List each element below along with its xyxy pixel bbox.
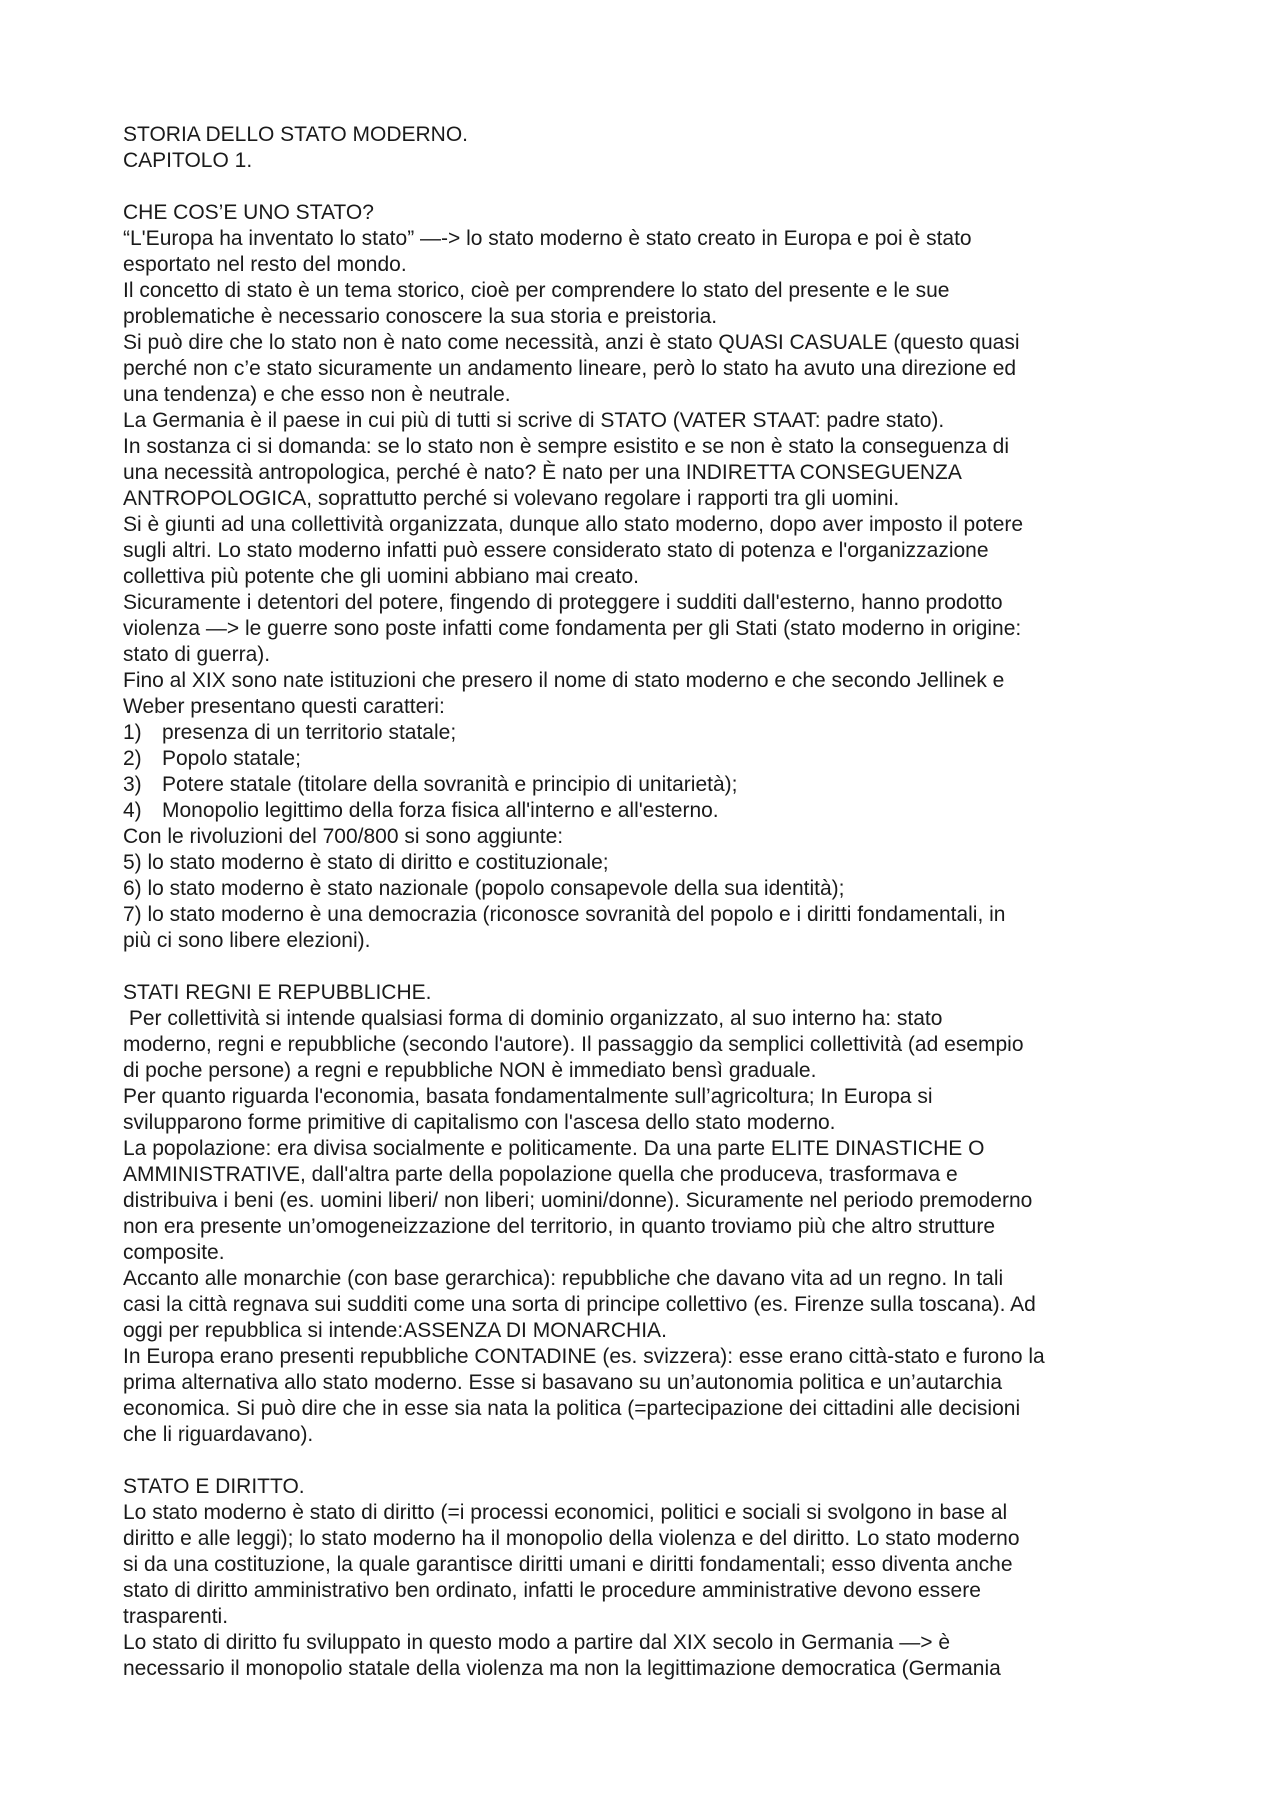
paragraph-line: prima alternativa allo stato moderno. Esse si basavano su un’autonomia politica e un’autarchia (123, 1371, 1003, 1394)
section-heading: STATI REGNI E REPUBBLICHE. (123, 981, 432, 1004)
paragraph-line: AMMINISTRATIVE, dall'altra parte della popolazione quella che produceva, trasformava e (123, 1163, 958, 1186)
paragraph-line: stato di guerra). (123, 643, 271, 666)
paragraph-line: sugli altri. Lo stato moderno infatti può essere considerato stato di potenza e l'organizzazione (123, 539, 989, 562)
section-heading: CHE COS’E UNO STATO? (123, 201, 374, 224)
document-title: STORIA DELLO STATO MODERNO. (123, 123, 469, 146)
chapter-label: CAPITOLO 1. (123, 149, 253, 172)
paragraph-line: moderno, regni e repubbliche (secondo l'autore). Il passaggio da semplici collettività (ad esempio (123, 1033, 1024, 1056)
paragraph-line: Il concetto di stato è un tema storico, cioè per comprendere lo stato del presente e le sue (123, 279, 950, 302)
list-item (123, 772, 1163, 798)
paragraph-line: “L'Europa ha inventato lo stato” —-> lo stato moderno è stato creato in Europa e poi è stato (123, 227, 972, 250)
spacer (123, 954, 1163, 980)
paragraph-line: stato di diritto amministrativo ben ordinato, infatti le procedure amministrative devono essere (123, 1579, 981, 1602)
list-item-number: 2) (123, 747, 142, 770)
paragraph-line: composite. (123, 1241, 225, 1264)
paragraph-line: collettiva più potente che gli uomini abbiano mai creato. (123, 565, 639, 588)
paragraph-line: La popolazione: era divisa socialmente e politicamente. Da una parte ELITE DINASTICHE O (123, 1137, 985, 1160)
paragraph-line: necessario il monopolio statale della violenza ma non la legittimazione democratica (Germania (123, 1657, 1001, 1680)
list-item-text: presenza di un territorio statale; (162, 721, 457, 744)
paragraph-line: Con le rivoluzioni del 700/800 si sono aggiunte: (123, 825, 564, 848)
paragraph-line: Sicuramente i detentori del potere, fingendo di proteggere i sudditi dall'esterno, hanno prodotto (123, 591, 1003, 614)
paragraph-line: diritto e alle leggi); lo stato moderno ha il monopolio della violenza e del diritto. Lo stato moderno (123, 1527, 1020, 1550)
list-item-text: Popolo statale; (162, 747, 301, 770)
paragraph-line: In sostanza ci si domanda: se lo stato non è sempre esistito e se non è stato la conseguenza di (123, 435, 1010, 458)
paragraph-line: perché non c’e stato sicuramente un andamento lineare, però lo stato ha avuto una direzione ed (123, 357, 1017, 380)
paragraph-line: casi la città regnava sui sudditi come una sorta di principe collettivo (es. Firenze sulla toscana). Ad (123, 1293, 1036, 1316)
paragraph-line: non era presente un’omogeneizzazione del territorio, in quanto troviamo più che altro strutture (123, 1215, 996, 1238)
paragraph-line: Si può dire che lo stato non è nato come necessità, anzi è stato QUASI CASUALE (questo quasi (123, 331, 1020, 354)
paragraph-line: esportato nel resto del mondo. (123, 253, 407, 276)
paragraph-line: 7) lo stato moderno è una democrazia (riconosce sovranità del popolo e i diritti fondamentali, in (123, 903, 1006, 926)
paragraph-line: svilupparono forme primitive di capitalismo con l'ascesa dello stato moderno. (123, 1111, 836, 1134)
paragraph-line: Fino al XIX sono nate istituzioni che presero il nome di stato moderno e che secondo Jellinek e (123, 669, 1005, 692)
section-heading: STATO E DIRITTO. (123, 1475, 305, 1498)
paragraph-line: distribuiva i beni (es. uomini liberi/ non liberi; uomini/donne). Sicuramente nel periodo premoderno (123, 1189, 1033, 1212)
list-item-number: 4) (123, 799, 142, 822)
paragraph-line: La Germania è il paese in cui più di tutti si scrive di STATO (VATER STAAT: padre stato). (123, 409, 945, 432)
list-item-number: 1) (123, 721, 142, 744)
paragraph-line: problematiche è necessario conoscere la sua storia e preistoria. (123, 305, 718, 328)
paragraph-line: Per quanto riguarda l'economia, basata fondamentalmente sull’agricoltura; In Europa si (123, 1085, 933, 1108)
list-item-number: 3) (123, 773, 142, 796)
list-item (123, 720, 1163, 746)
paragraph-line: Accanto alle monarchie (con base gerarchica): repubbliche che davano vita ad un regno. In tali (123, 1267, 1004, 1290)
paragraph-line: violenza —> le guerre sono poste infatti come fondamenta per gli Stati (stato moderno in origine: (123, 617, 1022, 640)
paragraph-line: una tendenza) e che esso non è neutrale. (123, 383, 511, 406)
spacer (123, 1448, 1163, 1474)
paragraph-line: che li riguardavano). (123, 1423, 314, 1446)
list-item-text: Monopolio legittimo della forza fisica all'interno e all'esterno. (162, 799, 719, 822)
list-item (123, 798, 1163, 824)
paragraph-line: più ci sono libere elezioni). (123, 929, 371, 952)
paragraph-line: una necessità antropologica, perché è nato? È nato per una INDIRETTA CONSEGUENZA (123, 461, 962, 484)
paragraph-line: In Europa erano presenti repubbliche CONTADINE (es. svizzera): esse erano città-stato e furono la (123, 1345, 1045, 1368)
paragraph-line: trasparenti. (123, 1605, 229, 1628)
paragraph-line: oggi per repubblica si intende:ASSENZA DI MONARCHIA. (123, 1319, 667, 1342)
paragraph-line: si da una costituzione, la quale garantisce diritti umani e diritti fondamentali; esso diventa anche (123, 1553, 1013, 1576)
document-body (123, 122, 1163, 1682)
paragraph-line: Weber presentano questi caratteri: (123, 695, 445, 718)
spacer (123, 174, 1163, 200)
paragraph-line: 6) lo stato moderno è stato nazionale (popolo consapevole della sua identità); (123, 877, 845, 900)
paragraph-line: 5) lo stato moderno è stato di diritto e costituzionale; (123, 851, 609, 874)
paragraph-line: Per collettività si intende qualsiasi forma di dominio organizzato, al suo interno ha: stato (123, 1007, 943, 1030)
paragraph-line: economica. Si può dire che in esse sia nata la politica (=partecipazione dei cittadini alle decisioni (123, 1397, 1021, 1420)
list-item-text: Potere statale (titolare della sovranità e principio di unitarietà); (162, 773, 738, 796)
paragraph-line: ANTROPOLOGICA, soprattutto perché si volevano regolare i rapporti tra gli uomini. (123, 487, 900, 510)
paragraph-line: Si è giunti ad una collettività organizzata, dunque allo stato moderno, dopo aver imposto il potere (123, 513, 1024, 536)
paragraph-line: Lo stato di diritto fu sviluppato in questo modo a partire dal XIX secolo in Germania —> è (123, 1631, 951, 1654)
paragraph-line: di poche persone) a regni e repubbliche NON è immediato bensì graduale. (123, 1059, 817, 1082)
paragraph-line: Lo stato moderno è stato di diritto (=i processi economici, politici e sociali si svolgono in base al (123, 1501, 1008, 1524)
list-item (123, 746, 1163, 772)
